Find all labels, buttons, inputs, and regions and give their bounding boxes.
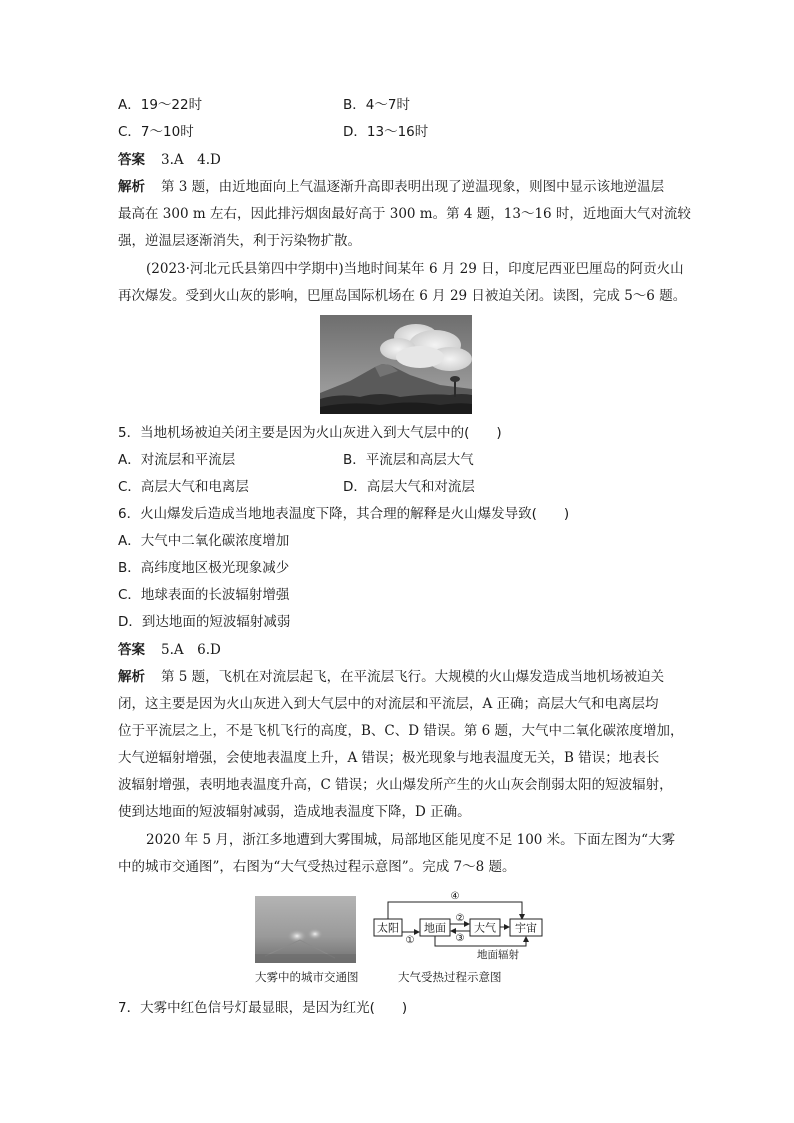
caption-heating-diagram: 大气受热过程示意图 — [398, 970, 502, 984]
answer-label: 答案 — [118, 152, 145, 168]
q3-option-d: D．13～16时 — [343, 124, 429, 140]
analysis-5-6-line-3: 位于平流层之上，不是飞机飞行的高度，B、C、D 错误。第 6 题，大气中二氧化碳浓度增加， — [118, 723, 684, 739]
question-6: 6．火山爆发后造成当地地表温度下降，其合理的解释是火山爆发导致( ) — [118, 506, 570, 522]
q3-option-c: C．7～10时 — [118, 124, 194, 140]
analysis-5-6-line-6: 使到达地面的短波辐射减弱，造成地表温度下降，D 正确。 — [118, 804, 471, 820]
label-space: 宇宙 — [515, 921, 537, 935]
answer-5-6 — [118, 640, 221, 660]
fog-traffic-photo — [255, 896, 356, 963]
label-ground-radiation: 地面辐射 — [477, 949, 519, 961]
intro-7-8-line-1: 2020 年 5 月，浙江多地遭到大雾围城，局部地区能见度不足 100 米。下面左图为“大雾 — [146, 832, 676, 848]
analysis-3-4-line-1: 解析 第 3 题，由近地面向上气温逐渐升高即表明出现了逆温现象，则图中显示该地逆温层 — [118, 179, 665, 195]
q5-option-d: D．高层大气和对流层 — [343, 479, 475, 495]
q6-option-c: C．地球表面的长波辐射增强 — [118, 587, 290, 603]
fog-traffic-image — [255, 896, 356, 963]
intro-5-6-line-2: 再次爆发。受到火山灰的影响，巴厘岛国际机场在 6 月 29 日被迫关闭。读图，完成 5～6 题。 — [118, 288, 687, 304]
analysis-5-6-line-1: 解析 第 5 题，飞机在对流层起飞，在平流层飞行。大规模的火山爆发造成当地机场被迫关 — [118, 669, 665, 685]
q5-option-b: B．平流层和高层大气 — [343, 452, 474, 468]
analysis-5-6-line-2: 闭，这主要是因为火山灰进入到大气层中的对流层和平流层，A 正确；高层大气和电离层均 — [118, 696, 659, 712]
analysis-3-4-line-3: 强，逆温层逐渐消失，利于污染物扩散。 — [118, 233, 361, 249]
analysis-label: 解析 — [118, 669, 145, 685]
question-7: 7．大雾中红色信号灯最显眼，是因为红光( ) — [118, 1000, 408, 1016]
answer-label: 答案 — [118, 642, 145, 658]
label-atmosphere: 大气 — [474, 921, 496, 935]
volcano-photo-image — [320, 315, 472, 414]
q3-option-a: A．19～22时 — [118, 97, 203, 113]
analysis-5-6-line-5: 波辐射增强，表明地表温度升高，C 错误；火山爆发所产生的火山灰会削弱太阳的短波辐射， — [118, 777, 673, 793]
answer-value: 5.A 6.D — [161, 642, 221, 658]
answer-value: 3.A 4.D — [161, 152, 221, 168]
analysis-3-4-line-2: 最高在 300 m 左右，因此排污烟囱最好高于 300 m。第 4 题，13～16 时，近地面大气对流较 — [118, 206, 691, 222]
label-sun: 太阳 — [377, 921, 399, 935]
analysis-label: 解析 — [118, 179, 145, 195]
marker-3: ③ — [455, 933, 465, 944]
marker-1: ① — [405, 935, 415, 946]
caption-fog-traffic: 大雾中的城市交通图 — [255, 970, 359, 984]
intro-7-8-line-2: 中的城市交通图”，右图为“大气受热过程示意图”。完成 7～8 题。 — [118, 859, 516, 875]
q5-option-c: C．高层大气和电离层 — [118, 479, 249, 495]
analysis-5-6-line-4: 大气逆辐射增强，会使地表温度上升，A 错误；极光现象与地表温度无关，B 错误；地表长 — [118, 750, 660, 766]
q6-option-a: A．大气中二氧化碳浓度增加 — [118, 533, 290, 549]
volcano-photo — [320, 315, 472, 414]
q6-option-b: B．高纬度地区极光现象减少 — [118, 560, 290, 576]
q3-option-b: B．4～7时 — [343, 97, 410, 113]
q6-option-d: D．到达地面的短波辐射减弱 — [118, 614, 291, 630]
q5-option-a: A．对流层和平流层 — [118, 452, 236, 468]
marker-4: ④ — [450, 891, 460, 902]
intro-5-6-line-1: (2023·河北元氏县第四中学期中)当地时间某年 6 月 29 日，印度尼西亚巴厘岛的阿贡火山 — [146, 261, 684, 277]
question-5: 5．当地机场被迫关闭主要是因为火山灰进入到大气层中的( ) — [118, 425, 502, 441]
atmosphere-heating-diagram — [372, 890, 544, 962]
answer-3-4 — [118, 150, 221, 170]
marker-2: ② — [455, 913, 465, 924]
label-ground: 地面 — [424, 921, 446, 935]
